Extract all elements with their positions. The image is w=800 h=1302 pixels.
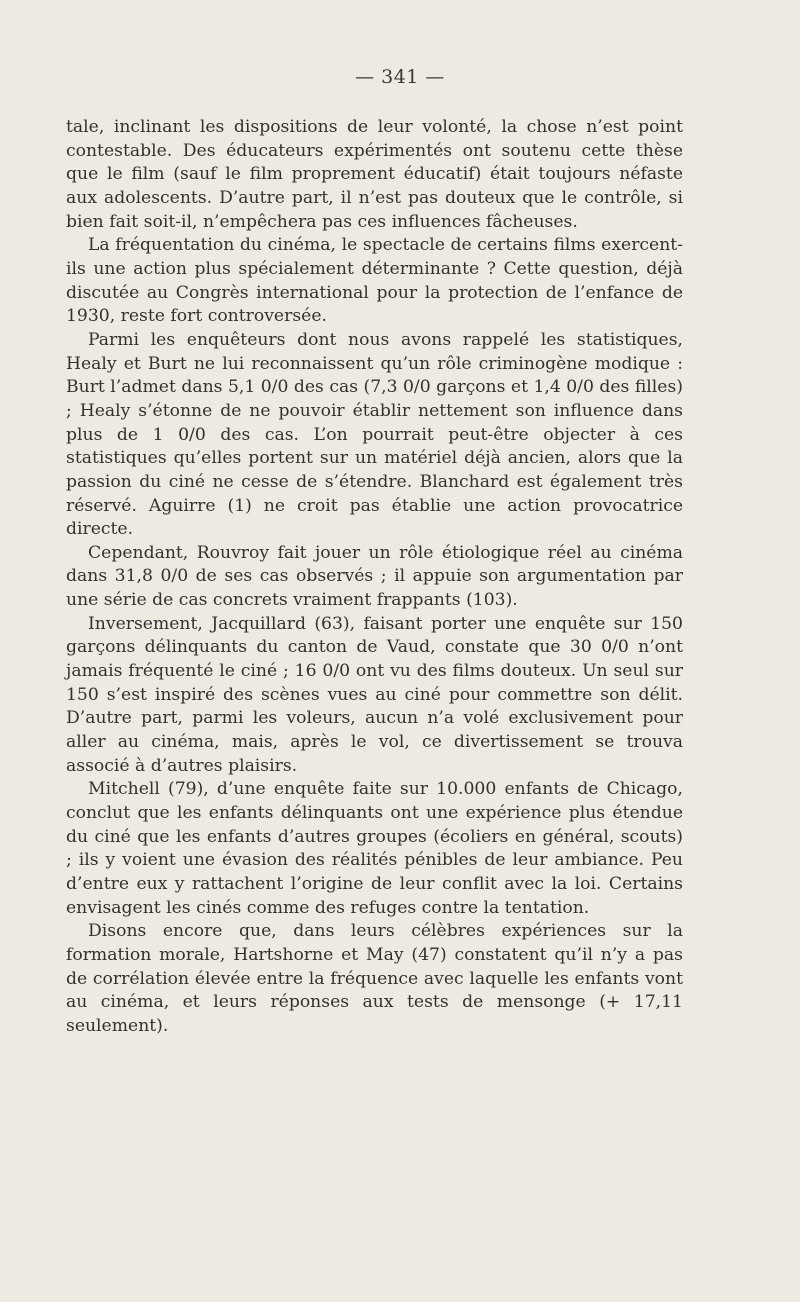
paragraph-hartshorne-may: Disons encore que, dans leurs célèbres expériences sur la formation morale, Hartshorne et May (47) constatent qu’il n’y a pas de corrélation élevée entre la fréquence avec laquelle les enfants vont au cinéma, et leurs réponses aux tests de mensonge (+ 17,11 seulement). (66, 921, 683, 1036)
paragraph-rouvroy: Cependant, Rouvroy fait jouer un rôle étiologique réel au cinéma dans 31,8 0/0 de ses cas observés ; il appuie son argumentation par une série de cas concrets vraiment frappants (103). (66, 542, 683, 611)
paragraph-healy-burt: Parmi les enquêteurs dont nous avons rappelé les statistiques, Healy et Burt ne lui reconnaissent qu’un rôle criminogène modique : Burt l’admet dans 5,1 0/0 des cas (7,3 0/0 garçons et 1,4 0/0 des filles) ; Healy s’étonne de ne pouvoir établir nettement son influence dans plus de 1 0/0 des cas. L’on pourrait peut-être objecter à ces statistiques qu’elles portent sur un matériel déjà ancien, alors que la passion du ciné ne cesse de s’étendre. Blanchard est également très réservé. Aguirre (1) ne croit pas établie une action provocatrice directe. (66, 329, 683, 540)
paragraph-jacquillard: Inversement, Jacquillard (63), faisant porter une enquête sur 150 garçons délinquants du canton de Vaud, constate que 30 0/0 n’ont jamais fréquenté le ciné ; 16 0/0 ont vu des films douteux. Un seul sur 150 s’est inspiré des scènes vues au ciné pour commettre son délit. D’autre part, parmi les voleurs, aucun n’a volé exclusivement pour aller au cinéma, mais, après le vol, ce divertissement se trouva associé à d’autres plaisirs. (66, 613, 683, 776)
page-number: — 341 — (355, 66, 445, 88)
paragraph-continuation: tale, inclinant les dispositions de leur volonté, la chose n’est point contestable. Des éducateurs expérimentés ont soutenu cette thèse que le film (sauf le film proprement éducatif) était toujours néfaste aux adolescents. D’autre part, il n’est pas douteux que le contrôle, si bien fait soit-il, n’empêchera pas ces influences fâcheuses. (66, 117, 683, 232)
paragraph-mitchell: Mitchell (79), d’une enquête faite sur 10.000 enfants de Chicago, conclut que les enfants délinquants ont une expérience plus étendue du ciné que les enfants d’autres groupes (écoliers en général, scouts) ; ils y voient une évasion des réalités pénibles de leur ambiance. Peu d’entre eux y rattachent l’origine de leur conflit avec la loi. Certains envisagent les cinés comme des refuges contre la tentation. (66, 779, 683, 918)
paragraph-cinema-frequentation: La fréquentation du cinéma, le spectacle de certains films exercent-ils une action plus spécialement déterminante ? Cette question, déjà discutée au Congrès international pour la protection de l’enfance de 1930, reste fort controversée. (66, 235, 683, 327)
body-text (66, 116, 683, 1039)
